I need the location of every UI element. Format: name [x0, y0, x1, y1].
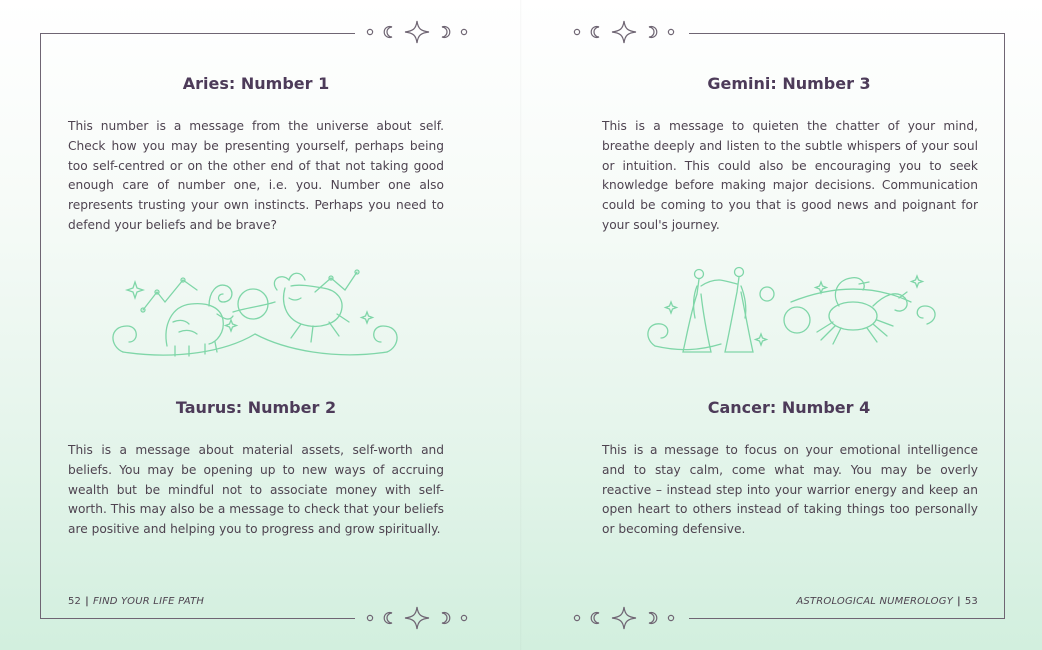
section-heading-aries: Aries: Number 1	[182, 74, 330, 93]
frame-top-right	[689, 33, 1005, 34]
section-body-aries: This number is a message from the universe about self. Check how you may be presenting yourself, perhaps being too self-centred or on the other end of that not taking good enough care of number one, i.e. you. Number one also represents trusting your own instincts. Perhaps you need to defend your beliefs and be brave?	[68, 119, 444, 232]
frame-left-edge	[40, 33, 41, 619]
section-heading-gemini: Gemini: Number 3	[707, 74, 871, 93]
section-body-taurus: This is a message about material assets, self-worth and beliefs. You may be opening up to new ways of accruing wealth but be mindful not to associate money with self-worth. This may also be a message to check that your beliefs are positive and helping you to progress and grow spiritually.	[68, 443, 444, 537]
section-body-cancer: This is a message to focus on your emotional intelligence and to stay calm, come what may. You may be overly reactive – instead step into your warrior energy and keep an open heart to others instead of taking things too personally or becoming defensive.	[602, 443, 978, 537]
frame-top-left	[40, 33, 355, 34]
section-body-gemini: This is a message to quieten the chatter of your mind, breathe deeply and listen to the subtle whispers of your soul or intuition. This could also be encouraging you to seek knowledge before making major decisions. Communication could be coming to you that is good news and poignant for your soul's journey.	[602, 119, 978, 232]
moon-star-ornament-icon	[362, 19, 472, 45]
folio-separator: |	[957, 596, 961, 607]
folio-left	[68, 596, 204, 607]
twins-and-crab-illustration	[641, 262, 941, 360]
folio-separator: |	[85, 596, 89, 607]
section-heading-cancer: Cancer: Number 4	[707, 398, 871, 417]
frame-bottom-right	[689, 618, 1005, 619]
running-title: FIND YOUR LIFE PATH	[92, 596, 205, 607]
frame-bottom-left	[40, 618, 355, 619]
moon-star-ornament-icon	[569, 605, 679, 631]
folio-right	[796, 596, 978, 607]
right-page	[521, 0, 1042, 650]
page-number: 52	[68, 596, 82, 607]
ram-and-bull-illustration	[105, 262, 405, 360]
frame-right-edge	[1004, 33, 1005, 619]
page-number: 53	[964, 596, 978, 607]
moon-star-ornament-icon	[362, 605, 472, 631]
running-title: ASTROLOGICAL NUMEROLOGY	[796, 596, 954, 607]
moon-star-ornament-icon	[569, 19, 679, 45]
section-heading-taurus: Taurus: Number 2	[175, 398, 337, 417]
